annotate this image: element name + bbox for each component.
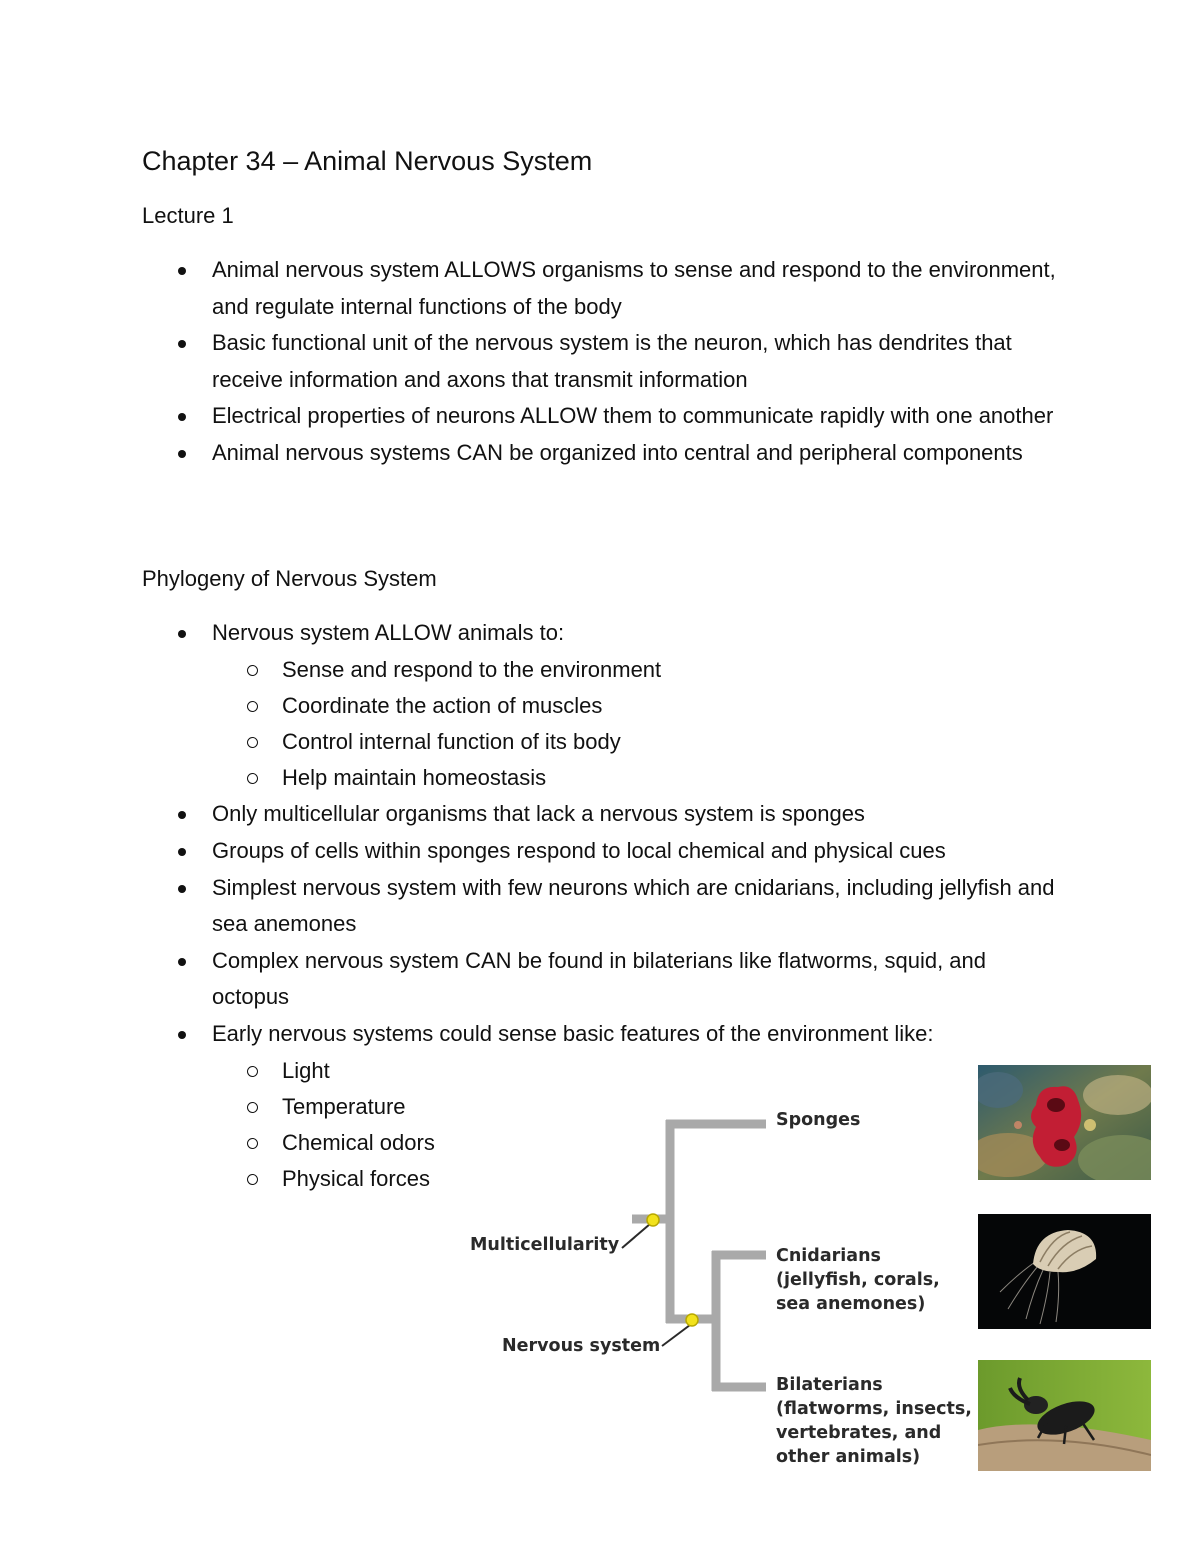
list-item-text: Early nervous systems could sense basic features of the environment like: — [212, 1020, 934, 1046]
sub-list-item-text: Temperature — [282, 1093, 406, 1119]
list-item-text: Simplest nervous system with few neurons which are cnidarians, including jellyfish and sea anemones — [212, 874, 1055, 937]
list-item-text: Animal nervous systems CAN be organized into central and peripheral components — [212, 439, 1023, 465]
phylogeny-heading: Phylogeny of Nervous System — [142, 566, 437, 591]
lecture-heading: Lecture 1 — [142, 203, 234, 228]
sub-list-item-text: Control internal function of its body — [282, 729, 621, 754]
sponge-photo — [978, 1065, 1151, 1180]
list-item-text: Basic functional unit of the nervous system is the neuron, which has dendrites that receive information and axons that transmit information — [212, 330, 1012, 392]
nervous-system-node — [686, 1314, 698, 1326]
sub-list-item-text: Physical forces — [282, 1166, 430, 1192]
list-item-text: Groups of cells within sponges respond to local chemical and physical cues — [212, 838, 946, 863]
nervous-system-label: Nervous system — [502, 1336, 661, 1356]
cnidarians-label: Cnidarians (jellyfish, corals, sea anemones) — [776, 1246, 940, 1314]
nervous-system-pointer — [662, 1325, 690, 1346]
list-item-text: Complex nervous system CAN be found in bilaterians like flatworms, squid, and octopus — [212, 947, 987, 1010]
sub-list-item-text: Help maintain homeostasis — [282, 765, 547, 791]
sub-list-item-text: Sense and respond to the environment — [282, 656, 662, 682]
list-item-text: Only multicellular organisms that lack a nervous system is sponges — [212, 801, 865, 827]
sponges-label: Sponges — [776, 1110, 861, 1130]
bilaterians-label: Bilaterians (flatworms, insects, vertebrates, and other animals) — [776, 1375, 972, 1467]
page-title: Chapter 34 – Animal Nervous System — [142, 146, 593, 176]
sub-list-item-text: Chemical odors — [282, 1129, 435, 1155]
sub-list-item-text: Coordinate the action of muscles — [282, 692, 603, 718]
multicellularity-label: Multicellularity — [470, 1235, 620, 1255]
beetle-photo — [978, 1360, 1151, 1471]
sub-list-item-text: Light — [282, 1057, 330, 1083]
list-item-text: Nervous system ALLOW animals to: — [212, 620, 565, 645]
list-item-text: Animal nervous system ALLOWS organisms to sense and respond to the environment, and regulate internal functions of the body — [212, 257, 1056, 319]
multicellularity-pointer — [622, 1224, 650, 1248]
jellyfish-photo — [978, 1214, 1151, 1329]
multicellularity-node — [647, 1214, 659, 1226]
list-item-text: Electrical properties of neurons ALLOW them to communicate rapidly with one another — [212, 403, 1054, 429]
